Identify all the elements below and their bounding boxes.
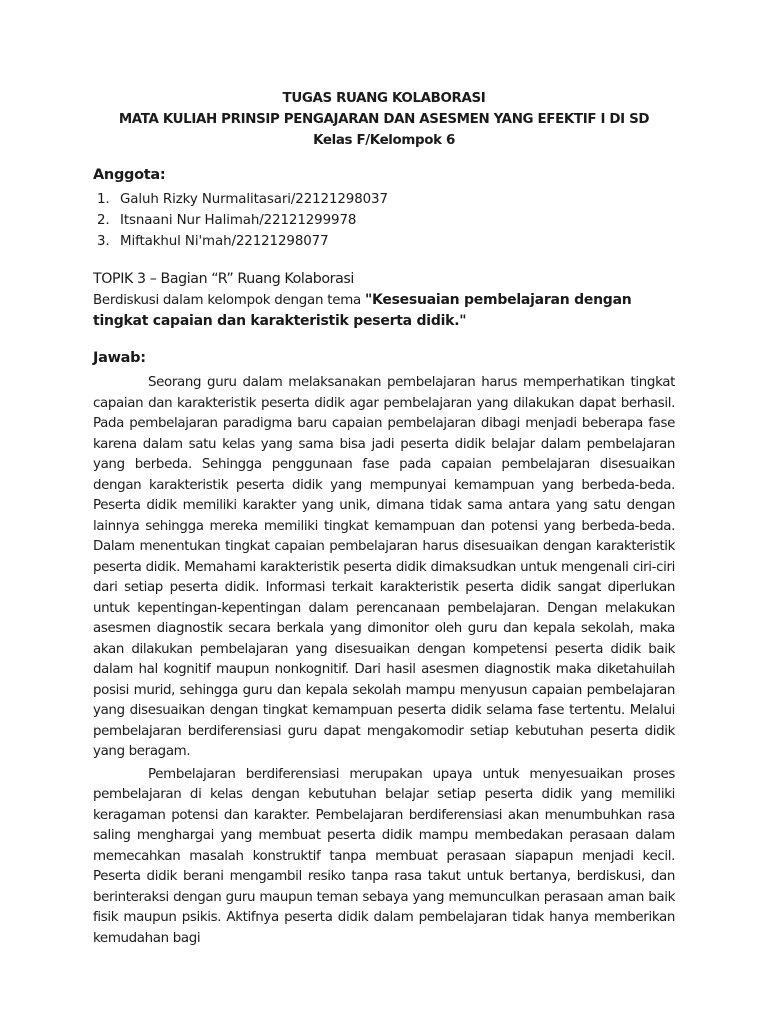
answer-heading: Jawab: (93, 350, 146, 366)
answer-body (93, 373, 675, 951)
list-number: 1. (97, 192, 110, 207)
list-item (93, 190, 388, 211)
topic-heading: TOPIK 3 – Bagian “R” Ruang Kolaborasi (93, 271, 354, 287)
answer-paragraph: Pembelajaran berdiferensiasi merupakan upaya untuk menyesuaikan proses pembelajaran di kelas dengan kebutuhan belajar setiap peserta didik yang memiliki keragaman potensi dan karakter. Pembelajaran berdiferensiasi akan menumbuhkan rasa saling menghargai yang membuat peserta didik mampu membedakan perasaan dalam memecahkan masalah konstruktif tanpa membuat perasaan siapapun menjadi kecil. Peserta didik berani mengambil resiko tanpa rasa takut untuk bertanya, berdiskusi, dan berinteraksi dengan guru maupun teman sebaya yang memunculkan perasaan aman baik fisik maupun psikis. Aktifnya peserta didik dalam pembelajaran tidak hanya memberikan kemudahan bagi (93, 766, 675, 946)
member-name: Galuh Rizky Nurmalitasari/22121298037 (120, 192, 388, 207)
class-group: Kelas F/Kelompok 6 (313, 133, 455, 148)
assignment-title: TUGAS RUANG KOLABORASI (282, 91, 486, 106)
topic-prefix: Berdiskusi dalam kelompok dengan tema (93, 293, 365, 308)
list-number: 3. (97, 233, 110, 249)
course-title: MATA KULIAH PRINSIP PENGAJARAN DAN ASESMEN YANG EFEKTIF I DI SD (118, 112, 650, 127)
topic-description (93, 290, 679, 332)
topic-theme: "Kesesuaian pembelajaran dengan tingkat capaian dan karakteristik peserta didik." (93, 292, 632, 329)
answer-paragraph: Seorang guru dalam melaksanakan pembelajaran harus memperhatikan tingkat capaian dan karakteristik peserta didik agar pembelajaran yang dilakukan dapat berhasil. Pada pembelajaran paradigma baru capaian pembelajaran dibagi menjadi beberapa fase karena dalam satu kelas yang sama bisa jadi peserta didik belajar dalam pembelajaran yang berbeda. Sehingga penggunaan fase pada capaian pembelajaran disesuaikan dengan karakteristik peserta didik yang mempunyai kemampuan yang berbeda-beda. Peserta didik memiliki karakter yang unik, dimana tidak sama antara yang satu dengan lainnya sehingga mereka memiliki tingkat kemampuan dan potensi yang berbeda-beda. Dalam menentukan tingkat capaian pembelajaran harus disesuaikan dengan karakteristik peserta didik. Memahami karakteristik peserta didik dimaksudkan untuk mengenali ciri-ciri dari setiap peserta didik. Informasi terkait karakteristik peserta didik sangat diperlukan untuk kepentingan-kepentingan dalam perencanaan pembelajaran. Dengan melakukan asesmen diagnostik secara berkala yang dimonitor oleh guru dan kepala sekolah, maka akan dilakukan pembelajaran yang disesuaikan dengan kompetensi peserta didik baik dalam hal kognitif maupun nonkognitif. Dari hasil asesmen diagnostik maka diketahuilah posisi murid, sehingga guru dan kepala sekolah mampu menyusun capaian pembelajaran yang disesuaikan dengan tingkat kemampuan peserta didik selama fase tertentu. Melalui pembelajaran berdiferensiasi guru dapat mengakomodir setiap kebutuhan peserta didik yang beragam. (93, 375, 675, 759)
document-header (0, 88, 768, 151)
members-list (93, 190, 388, 252)
members-heading: Anggota: (93, 167, 166, 183)
list-number: 2. (97, 212, 110, 228)
member-name: Miftakhul Ni'mah/22121298077 (120, 233, 329, 249)
member-name: Itsnaani Nur Halimah/22121299978 (120, 212, 357, 228)
list-item (93, 232, 388, 253)
list-item (93, 211, 388, 232)
topic-section (93, 268, 679, 332)
